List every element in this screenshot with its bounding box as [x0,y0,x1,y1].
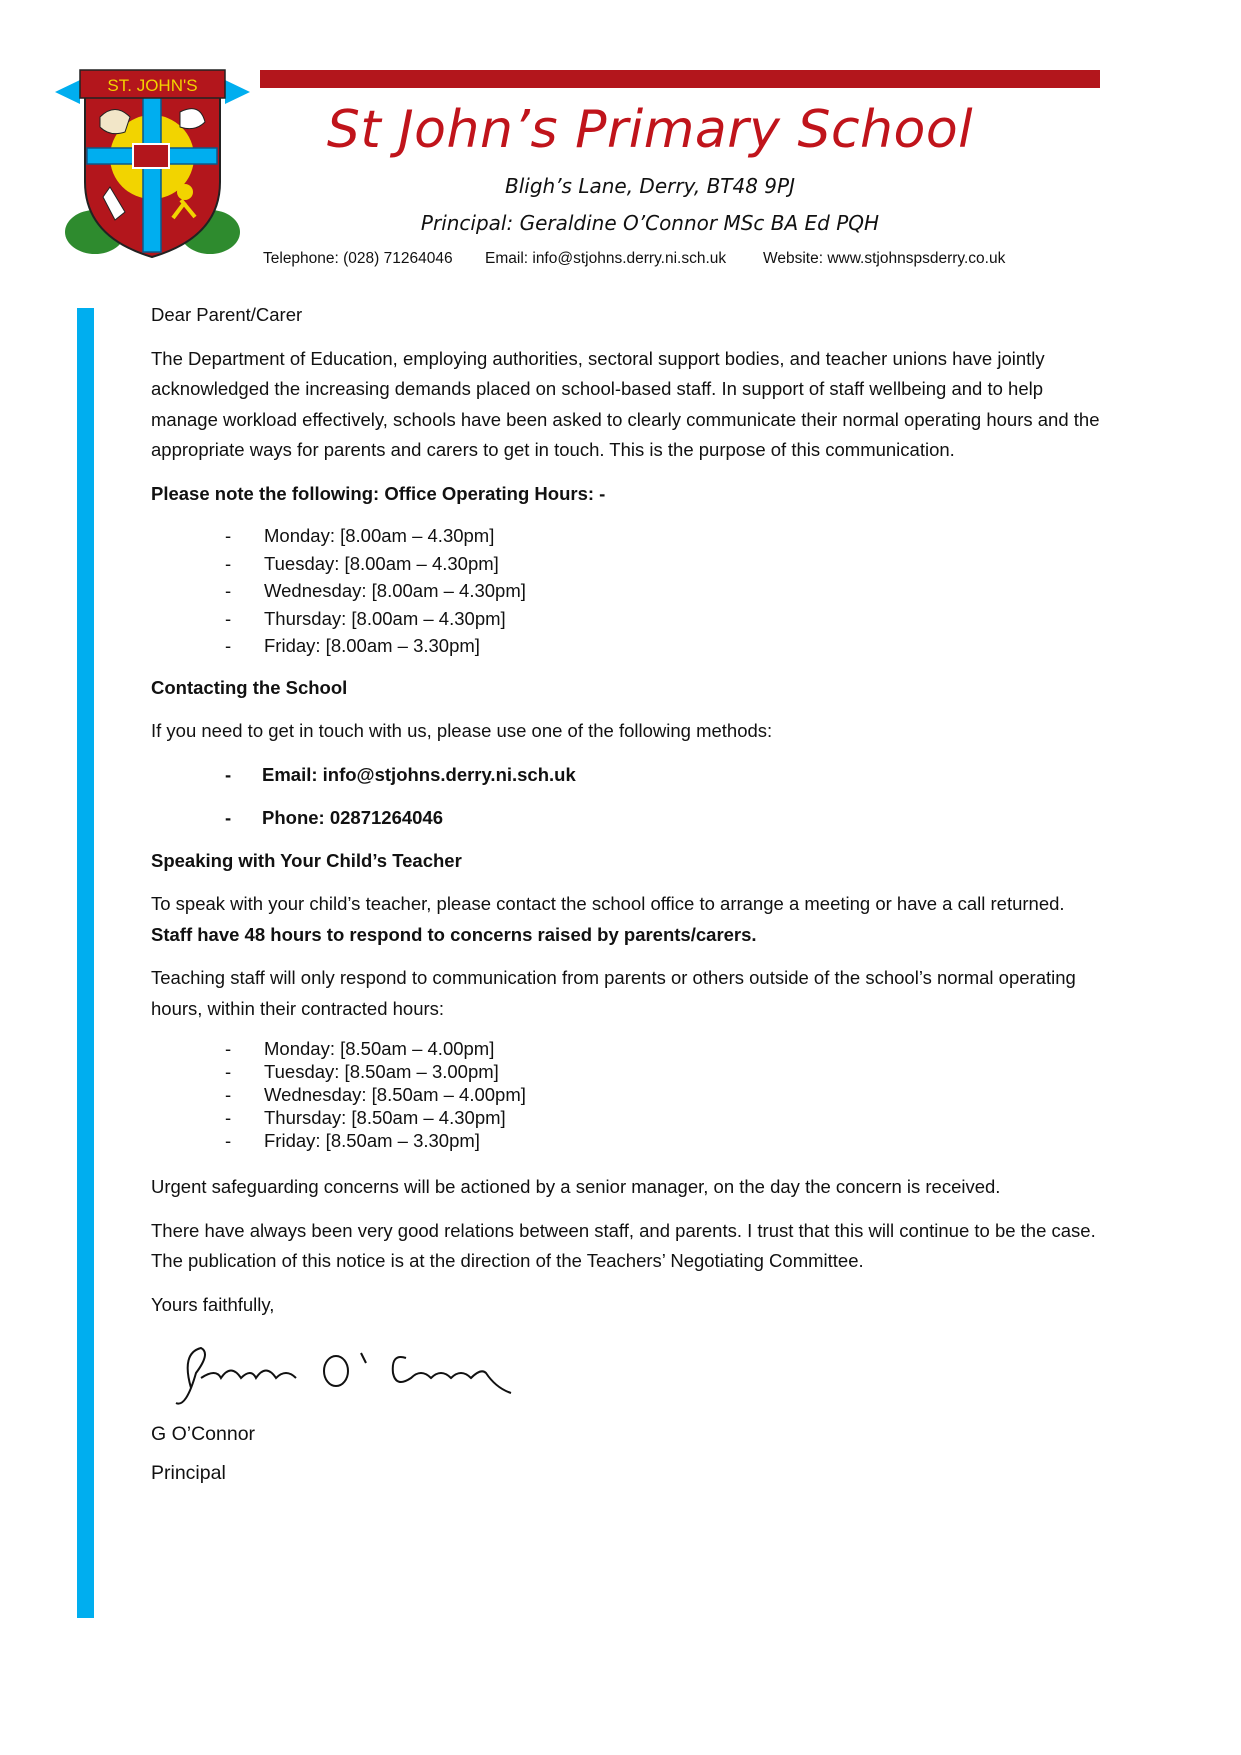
website-link[interactable]: Website: www.stjohnspsderry.co.uk [763,250,1006,267]
teacher-heading: Speaking with Your Child’s Teacher [151,849,462,871]
list-item: - Wednesday: [8.00am – 4.30pm] [225,580,526,601]
principal-line: Principal: Geraldine O’Connor MSc BA Ed PQH [420,211,880,235]
relations-paragraph: There have always been very good relations between staff, and parents. I trust that this will continue to be the case. The publication of this notice is at the direction of the Teachers’ Negotiating Committee. [151,1219,1096,1271]
letter-body [151,300,1101,1496]
list-item: - Wednesday: [8.50am – 4.00pm] [225,1084,526,1105]
signoff-name: G O’Connor [151,1423,256,1445]
intro-paragraph: The Department of Education, employing authorities, sectoral support bodies, and teacher unions have jointly acknowledged the increasing demands placed on school-based staff. In support of staff wellbeing and to help manage workload effectively, schools have been asked to clearly communicate their normal operating hours and the appropriate ways for parents and carers to get in touch. This is the purpose of this communication. [151,347,1100,460]
school-name: St John’s Primary School [326,100,974,160]
list-item: - Thursday: [8.00am – 4.30pm] [225,607,506,629]
contact-heading: Contacting the School [151,676,348,698]
office-hours-list [151,522,1101,660]
header-red-bar [260,70,1100,88]
list-item: - Friday: [8.00am – 3.30pm] [225,635,480,656]
handwritten-signature [161,1333,521,1413]
list-item: - Thursday: [8.50am – 4.30pm] [225,1107,506,1128]
list-item: - Monday: [8.00am – 4.30pm] [225,525,495,546]
list-item: - Friday: [8.50am – 3.30pm] [225,1130,480,1151]
contact-email-item[interactable]: - Email: info@stjohns.derry.ni.sch.uk [225,763,576,785]
list-item: - Monday: [8.50am – 4.00pm] [225,1038,495,1059]
telephone-text: Telephone: (028) 71264046 [263,250,453,267]
teacher-hours-list [151,1037,1101,1152]
office-hours-heading: Please note the following: Office Operating Hours: - [151,482,606,504]
signoff-title: Principal [151,1461,226,1484]
contact-phone-item[interactable]: - Phone: 02871264046 [225,806,444,828]
school-crest-logo [55,62,250,267]
contact-methods-list [151,760,1101,833]
list-item: - Tuesday: [8.00am – 4.30pm] [225,552,499,574]
school-address: Bligh’s Lane, Derry, BT48 9PJ [504,174,795,198]
teacher-paragraph: To speak with your child’s teacher, please contact the school office to arrange a meeting or have a call returned. Staff have 48 hours to respond to concerns raised by parents/carers. [151,893,1065,945]
blue-margin-bar [77,308,94,1618]
safeguarding-paragraph: Urgent safeguarding concerns will be actioned by a senior manager, on the day the concern is received. [151,1176,1001,1197]
crest-banner-text: ST. JOHN'S [107,76,198,95]
list-item: - Tuesday: [8.50am – 3.00pm] [225,1061,499,1082]
closing-line: Yours faithfully, [151,1293,275,1315]
response-time-note: Staff have 48 hours to respond to concerns raised by parents/carers. [151,923,757,945]
salutation: Dear Parent/Carer [151,304,303,325]
email-link[interactable]: Email: info@stjohns.derry.ni.sch.uk [485,250,727,267]
contact-intro: If you need to get in touch with us, please use one of the following methods: [151,720,773,741]
teaching-staff-paragraph: Teaching staff will only respond to communication from parents or others outside of the school’s normal operating hours, within their contracted hours: [151,967,1076,1019]
